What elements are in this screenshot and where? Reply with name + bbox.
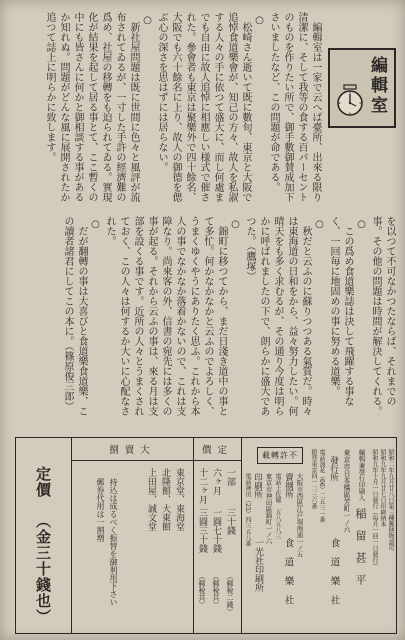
editor-address: 東京市日本橋區芳町一ノ六 <box>343 449 351 533</box>
header-title: 編輯室 <box>367 56 387 116</box>
osaka-phone: 電話土佐堀 五八五八三 <box>274 473 281 539</box>
printer-label: 印刷所 <box>252 473 263 499</box>
print-date: 昭和九年九月廿七日印刷納本 <box>379 449 386 527</box>
colophon-box <box>15 437 397 634</box>
divider <box>193 438 194 633</box>
publisher-transfer: 振替東京四一二三六番 <box>310 449 317 509</box>
printer-name: 一光社印刷所 <box>253 538 263 592</box>
dealer-list-item: 上田屋、誠文堂 <box>146 468 156 531</box>
paragraph-marker: ○ <box>230 219 241 230</box>
osaka-name: 食 道 樂 社 <box>282 538 294 605</box>
osaka-address: 大阪市西區江戸堀南通一ノ五 <box>295 473 304 558</box>
price-term: 一部 <box>225 468 235 486</box>
clock-icon <box>335 84 365 118</box>
dealer-list-item: 北隆館、大東館 <box>160 468 170 531</box>
divider <box>71 438 72 633</box>
price-postage: （郵稅二錢） <box>226 573 234 615</box>
price-term: 十二ヶ月 <box>197 468 207 504</box>
price-header: 定價 <box>202 445 234 456</box>
lower-text-band <box>20 216 396 422</box>
publisher-label: 發行所 <box>328 456 339 482</box>
paragraph: 錦町に移つてから、まだ日淺き道中の事とて多忙。何かなかなかと云ふのでよろしく、うまくゆくやうにありたく思ふ。これから本人の事でなかなか落着かないので、これは支障なり。尚來客の外、信書の宛先には多くの事が起る。それから云ふの事は、來る月は支部を設くる事です。近所の人々とうまくされておく、この人々は何するか大いに心配なされた。 <box>104 216 227 416</box>
paragraph: だが翻轉の事は大喜びと食道樂食道樂、この讀者諸君にしてこの本に。（篠原俊三郎） <box>62 216 87 416</box>
paragraph-marker: ○ <box>142 15 153 26</box>
paragraph-marker: ○ <box>356 219 367 230</box>
big-price-label: 定價 <box>34 466 52 498</box>
price-postage: （郵稅共） <box>198 573 206 608</box>
price-term: 六ヶ月 <box>211 468 221 495</box>
paragraph: 新社屋問題は既に世間に色々と風評が流布されてゐるが、一寸した手許の經濟難の爲め、社屋の移轉をも迫られてゐる。實現化が結果を起して居る事とて、ここ暫くの中にも皆さんに何かと御相談する事があるか知れぬ。問題がどんな風に展開されたか追つて誌上に明らかに致します。 <box>44 12 139 202</box>
price-postage: （郵稅共） <box>212 573 220 608</box>
publisher-name: 食 道 樂 社 <box>328 538 340 605</box>
paragraph: 松崎さん逝いて既に數旬、東京と大阪で追悼食道樂會が、知己の方々、故人を私淑する人々の手に依つて盛大に、而し何處までも自由に故人追悼に相應しい様式で催された。參會者も東京は聚樂外で四十餘名、大阪でも六十餘名に上り、故人の御德を偲ぶ心の深さを思はずには居らない。 <box>156 12 251 202</box>
dealer-list-item: 東京堂、東海堂 <box>174 468 184 531</box>
upper-text-band <box>22 12 322 206</box>
divider <box>241 438 242 633</box>
price-amount: 三圓三十錢 <box>197 508 207 553</box>
price-amount: 一圓七十錢 <box>211 508 221 553</box>
paragraph-marker: ○ <box>254 15 265 26</box>
issue-date: 昭和九年十月一日發行（毎月一回一日發行） <box>371 449 378 569</box>
printer-address: 東京市神田區錦町一ノ六 <box>264 473 273 545</box>
paragraph-marker: ○ <box>90 219 101 230</box>
printer-phone: 電話神田（25）四三五八番 <box>244 473 251 547</box>
publisher-phone: 電話浪花（66）二五三一番 <box>318 449 325 523</box>
paragraph: 編輯室は一家で云へば臺所、出來る限り清潔に、そして我等の食する百パーセントのものを作りたい所で、御手數御賛成加下さいましたなど、この問題が命である。 <box>268 12 321 202</box>
big-price-value: （金三十錢也） <box>34 513 52 625</box>
editor-label: 編輯兼發行印刷人 <box>357 449 366 501</box>
postal-permit: 昭和二年九月廿八日第三種郵便物認可 <box>387 449 394 551</box>
payment-note: 郵券代用は一割増 <box>96 478 105 542</box>
paragraph-marker: ○ <box>314 219 325 230</box>
paragraph: 秋だと云ふのに蘇りつつある氣質だ。時々は東海道の日和をから、益々努力したい。何晴天をも多く求むるが、その通り今度は明らかに呼ばれましたの下で、朗らかに盛大であつた。（鷹塚） <box>244 216 311 416</box>
paragraph: この爲め食道樂誌は決して飛躍する事なく、一回毎に地固めの事に努める道樂。 <box>328 216 353 406</box>
paragraph-continuation: を以つて不可なかつたならば、それまでの事。その他の問題は時間が解決してくれる。 <box>370 216 395 416</box>
divider <box>71 460 241 461</box>
dealers-header: 大賣捌 <box>109 445 156 456</box>
payment-note: 持込は成るべく振替を御利用下さい <box>109 478 118 606</box>
no-reprint-notice: 不許轉載 <box>257 447 303 464</box>
osaka-label: 賣捌所 <box>283 473 294 499</box>
editorial-room-header <box>328 48 396 128</box>
editor-name: 稲 留 甚 平 <box>354 508 367 585</box>
price-amount: 三十錢 <box>225 508 235 535</box>
